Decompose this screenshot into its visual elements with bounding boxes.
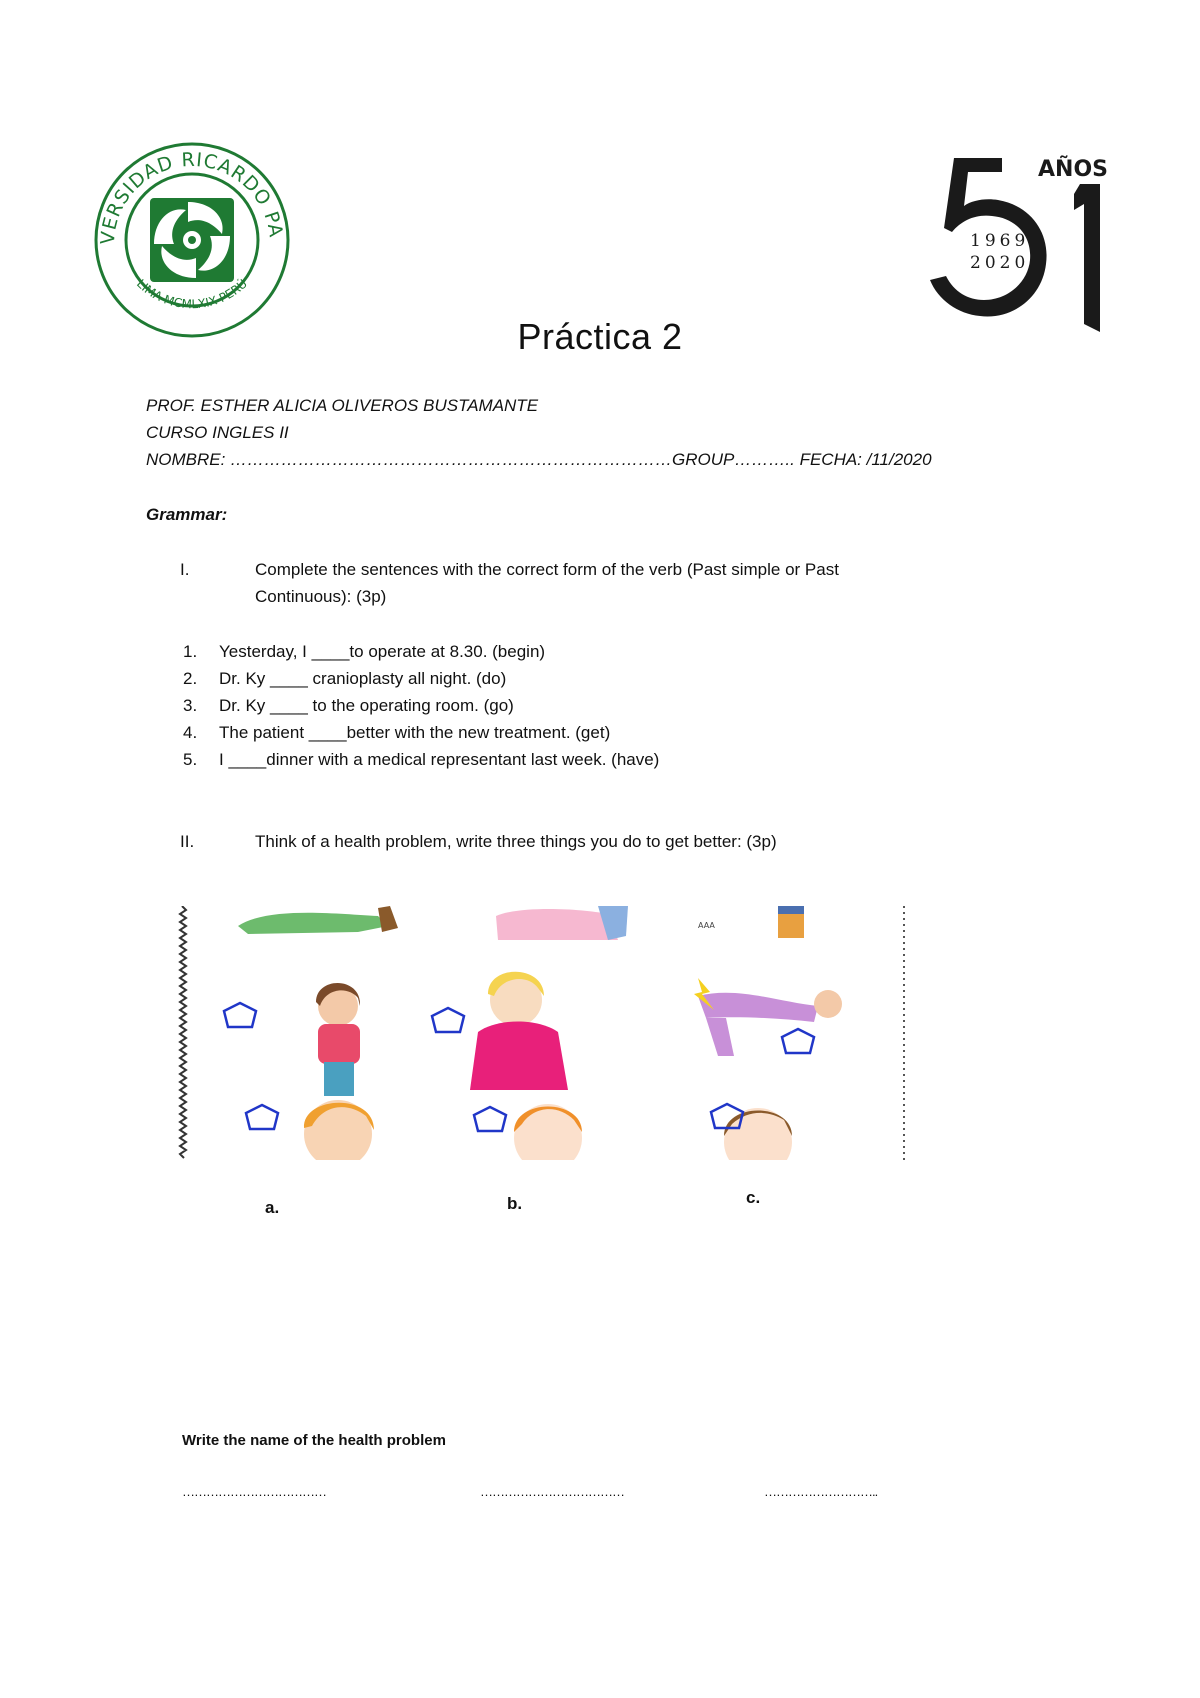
university-logo bbox=[92, 140, 292, 340]
exercise-item-text: I ____dinner with a medical representant last week. (have) bbox=[219, 750, 660, 769]
section-1-instruction bbox=[255, 556, 975, 610]
exercise-item bbox=[183, 642, 545, 669]
section-2-number: II. bbox=[180, 832, 195, 851]
university-seal-icon bbox=[92, 140, 292, 340]
answer-line-b[interactable]: ……………………………… bbox=[480, 1484, 624, 1499]
exercise-item-text: Dr. Ky ____ cranioplasty all night. (do) bbox=[219, 669, 507, 688]
grammar-heading: Grammar: bbox=[146, 505, 228, 524]
section-1-number: I. bbox=[180, 560, 190, 579]
anniversary-51-icon bbox=[928, 148, 1108, 333]
anniversary-word: AÑOS bbox=[1038, 157, 1108, 182]
picture-label-b: b. bbox=[507, 1194, 523, 1213]
exercise-item-number: 4. bbox=[183, 723, 198, 742]
exercise-item-number: 5. bbox=[183, 750, 198, 769]
exercise-item bbox=[183, 669, 506, 696]
anniversary-logo bbox=[928, 148, 1108, 333]
university-name-text: VERSIDAD RICARDO PA bbox=[96, 148, 287, 246]
answer-line-a[interactable]: ……………………………… bbox=[182, 1484, 326, 1499]
answer-line-c[interactable]: ……………………….. bbox=[764, 1484, 878, 1499]
svg-text:AAA: AAA bbox=[698, 921, 715, 930]
write-health-problem-prompt: Write the name of the health problem bbox=[182, 1432, 446, 1449]
exercise-item-number: 3. bbox=[183, 696, 198, 715]
health-problems-illustration-icon bbox=[178, 906, 908, 1160]
anniversary-year-start: 1969 bbox=[970, 231, 1030, 251]
exercise-item-text: The patient ____better with the new treatment. (get) bbox=[219, 723, 611, 742]
exercise-item-text: Dr. Ky ____ to the operating room. (go) bbox=[219, 696, 514, 715]
exercise-item-number: 1. bbox=[183, 642, 198, 661]
exercise-item-number: 2. bbox=[183, 669, 198, 688]
picture-label-a: a. bbox=[265, 1198, 280, 1217]
section-1-instruction-line-1: Complete the sentences with the correct form of the verb (Past simple or Past bbox=[255, 560, 839, 579]
exercise-item bbox=[183, 696, 514, 723]
name-group-date-line: NOMBRE: ……………………………………………………………………GROUP……….. FECHA: /11/2020 bbox=[146, 450, 932, 469]
professor-line: PROF. ESTHER ALICIA OLIVEROS BUSTAMANTE bbox=[146, 396, 539, 415]
page-title: Práctica 2 bbox=[517, 316, 683, 357]
exercise-item-text: Yesterday, I ____to operate at 8.30. (begin) bbox=[219, 642, 546, 661]
exercise-item bbox=[183, 723, 610, 750]
exercise-item bbox=[183, 750, 659, 777]
section-2-instruction: Think of a health problem, write three things you do to get better: (3p) bbox=[255, 832, 777, 851]
course-line: CURSO INGLES II bbox=[146, 423, 289, 442]
university-motto-text: LIMA MCMLXIX PERÚ bbox=[133, 276, 251, 312]
health-problems-picture bbox=[178, 906, 908, 1160]
section-1-instruction-line-2: Continuous): (3p) bbox=[255, 587, 387, 606]
anniversary-year-end: 2020 bbox=[970, 253, 1030, 273]
picture-label-c: c. bbox=[746, 1188, 761, 1207]
